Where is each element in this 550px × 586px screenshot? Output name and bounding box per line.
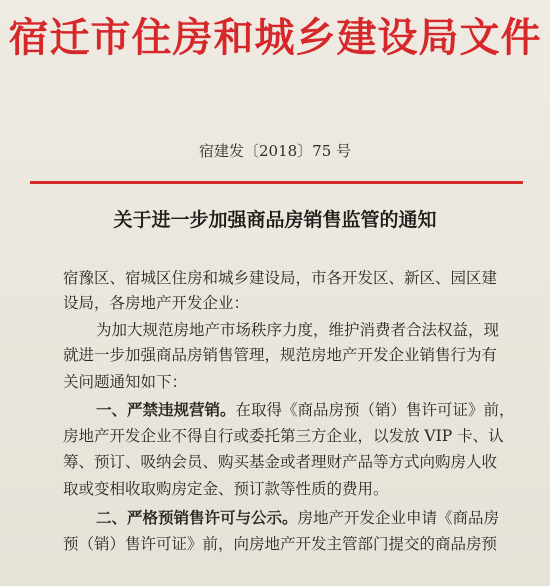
section-2-heading: 二、严格预销售许可与公示。: [96, 508, 298, 527]
addressee-line-1: 宿豫区、宿城区住房和城乡建设局，市各开发区、新区、园区建: [63, 269, 498, 287]
section-1-line-1: [96, 400, 515, 420]
document-number: 宿建发〔2018〕75 号: [198, 142, 352, 160]
section-2-line-1: [96, 508, 499, 528]
section-1-line-3: 筹、预订、吸纳会员、购买基金或者理财产品等方式向购房人收: [63, 453, 498, 471]
intro-line-3: 关问题通知如下：: [63, 373, 188, 391]
section-2-line-1-text: 房地产开发企业申请《商品房: [297, 509, 500, 527]
notice-title: 关于进一步加强商品房销售监管的通知: [113, 209, 437, 231]
red-separator-rule: [30, 181, 523, 184]
section-1-line-4: 取或变相收取购房定金、预订款等性质的费用。: [63, 480, 389, 498]
intro-line-2: 就进一步加强商品房销售管理，规范房地产开发企业销售行为有: [63, 346, 498, 364]
section-1-line-1-text: 在取得《商品房预（销）售许可证》前，: [235, 401, 515, 419]
section-1-heading: 一、严禁违规营销。: [96, 400, 236, 419]
section-1-line-2: 房地产开发企业不得自行或委托第三方企业，以发放 VIP 卡、认: [63, 427, 504, 445]
issuing-authority-header: 宿迁市住房和城乡建设局文件: [8, 14, 542, 61]
intro-line-1: 为加大规范房地产市场秩序力度，维护消费者合法权益，现: [96, 321, 500, 339]
section-2-line-2: 预（销）售许可证》前，向房地产开发主管部门提交的商品房预: [63, 535, 498, 553]
addressee-line-2: 设局，各房地产开发企业：: [63, 294, 250, 312]
